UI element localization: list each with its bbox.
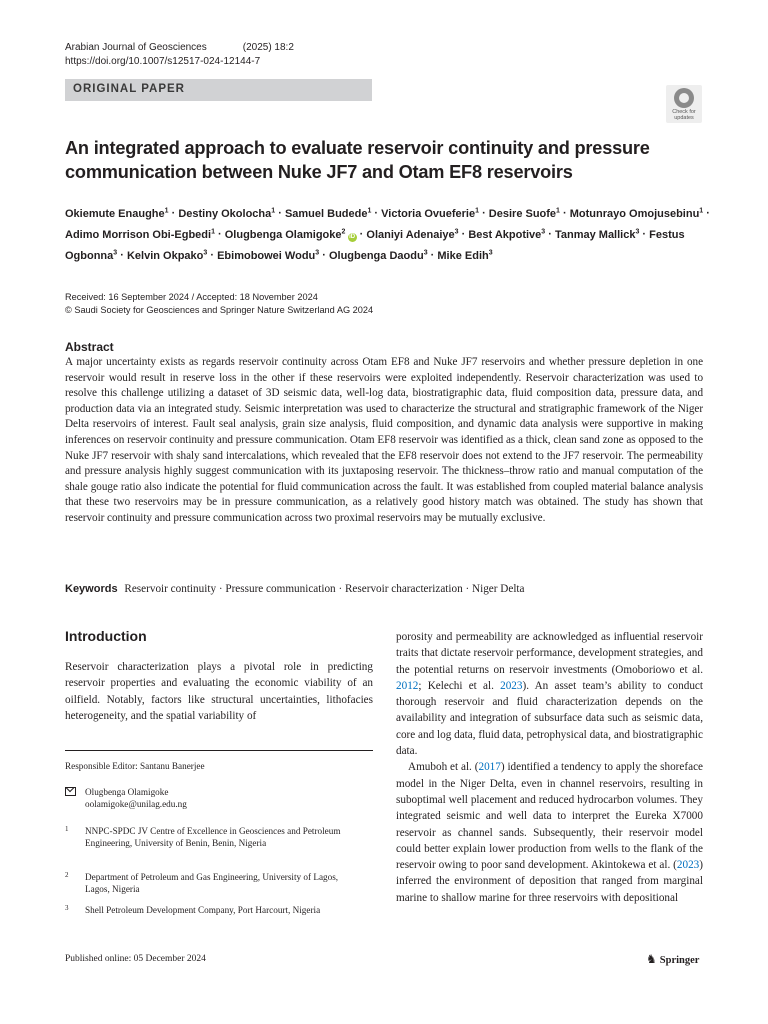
- abstract-text: A major uncertainty exists as regards reservoir continuity across Otam EF8 and Nuke JF7 reservoirs and whether pressure depletion in one reservoir would result in reserve loss in the other if these reservoirs were exploited independently. Reservoir characterization was used to resolve this challenge utilizing a dataset of 3D seismic data, well-log data, biostratigraphic data, fluid composition data, pressure data, and production data via an integrated study. Seismic interpretation was used to characterize the structural and stratigraphic framework of the Niger Delta reservoirs of interest. Fault seal analysis, grain size analysis, fluid composition, and dynamic data analysis were supportive in making inferences on reservoir continuity and pressure communication. Otam EF8 reservoir was identified as a thick, clean sand zone as opposed to the Nuke JF7 reservoir with shaly sand intercalations, which revealed that the EF8 reservoir does not extend to the JF7 reservoir. The permeability and pressure analysis highly suggest communication with its juxtaposing reservoir. The thickness–throw ratio and manual computation of the shale gouge ratio also indicate the potential for fluid communication across the fault. It was established from coupled material balance analysis that these two reservoirs may be in pressure communication, as a relatively good history match was obtained. The study has shown that reservoir continuity and pressure communication across two proximal reservoirs may be mutually exclusive.: [65, 356, 703, 524]
- author-affiliation-marker: 3: [454, 228, 459, 236]
- keywords-text: Reservoir continuity · Pressure communication · Reservoir characterization · Niger Delta: [124, 583, 525, 595]
- author-affiliation-marker: 1: [271, 207, 276, 214]
- author-separator: ·: [371, 207, 382, 220]
- author-name[interactable]: Samuel Budede$^1$: [284, 207, 372, 220]
- author-separator: ·: [458, 228, 469, 241]
- responsible-editor: Responsible Editor: Santanu Banerjee: [65, 761, 205, 771]
- citation-link[interactable]: 2012: [396, 679, 419, 692]
- author-name[interactable]: Best Akpotive$^3$: [468, 228, 546, 241]
- journal-header: [65, 41, 294, 54]
- author-affiliation-marker: 1: [699, 207, 704, 214]
- author-affiliation-marker: 3: [635, 228, 640, 236]
- author-name[interactable]: Ebimobowei Wodu$^3$: [217, 249, 320, 262]
- author-name[interactable]: Tanmay Mallick$^3$: [554, 228, 640, 241]
- author-separator: ·: [117, 249, 127, 262]
- springer-horse-icon: ♞: [646, 952, 657, 966]
- publisher-name: Springer: [659, 955, 700, 966]
- author-name[interactable]: Olugbenga Olamigoke$^2$ iD: [224, 228, 356, 241]
- article-dates: [65, 291, 373, 317]
- doi-link[interactable]: https://doi.org/10.1007/s12517-024-12144-7: [65, 56, 261, 67]
- author-separator: ·: [275, 207, 285, 220]
- author-affiliation-marker: 1: [475, 207, 480, 214]
- citation-link[interactable]: 2023: [676, 859, 700, 872]
- author-affiliation-marker: 3: [423, 249, 428, 257]
- copyright-notice: © Saudi Society for Geosciences and Springer Nature Switzerland AG 2024: [65, 305, 374, 315]
- author-name[interactable]: Kelvin Okpako$^3$: [126, 249, 208, 262]
- journal-volume: (2025) 18:2: [242, 42, 294, 53]
- right-column: [396, 629, 703, 906]
- author-affiliation-marker: 3: [203, 249, 208, 257]
- author-name[interactable]: Okiemute Enaughe$^1$: [65, 207, 169, 220]
- author-affiliation-marker: 3: [488, 249, 493, 257]
- citation-link[interactable]: 2023: [500, 679, 523, 692]
- received-accepted: Received: 16 September 2024 / Accepted: 18 November 2024: [65, 292, 318, 302]
- author-separator: ·: [356, 228, 367, 241]
- publisher-logo: [646, 952, 699, 967]
- check-updates-label: Check for updates: [672, 109, 696, 121]
- author-affiliation-marker: 1: [556, 207, 560, 214]
- check-updates-icon: [674, 88, 694, 108]
- author-name[interactable]: Olugbenga Daodu$^3$: [328, 249, 428, 262]
- intro-paragraph-3: Amuboh et al. (2017) identified a tendency to apply the shoreface model in the Niger Delta, even in channel reservoirs, resulting in suboptimal well placement and reduced hydrocarbon volumes. They integrated seismic and well data to interpret the Eureka X7000 reservoir as channel sands. Subsequently, their reservoir model could better explain lower production from wells to the flank of the reservoir owing to poor sand development. Akintokewa et al. (2023) inferred the environment of deposition that ranged from marginal marine to shallow marine for three reservoirs with depositional: [396, 761, 704, 904]
- author-separator: ·: [427, 249, 438, 262]
- author-affiliation-marker: 1: [211, 228, 215, 236]
- author-list: [65, 202, 715, 265]
- author-separator: ·: [319, 249, 329, 262]
- citation-link[interactable]: 2017: [478, 761, 501, 774]
- author-separator: ·: [479, 207, 489, 220]
- author-separator: ·: [703, 207, 710, 220]
- author-name[interactable]: Olaniyi Adenaiye$^3$: [366, 228, 459, 241]
- keywords-line: [65, 582, 715, 597]
- corresponding-email[interactable]: oolamigoke@unilag.edu.ng: [85, 799, 187, 809]
- author-name[interactable]: Desire Suofe$^1$: [488, 207, 560, 220]
- author-separator: ·: [545, 228, 555, 241]
- author-name[interactable]: Motunrayo Omojusebinu$^1$: [569, 207, 704, 220]
- author-separator: ·: [639, 228, 650, 241]
- author-affiliation-marker: 2: [341, 228, 346, 236]
- author-affiliation-marker: 3: [113, 249, 118, 257]
- abstract-heading: Abstract: [65, 340, 114, 354]
- introduction-heading: Introduction: [65, 628, 147, 644]
- author-affiliation-marker: 3: [315, 249, 320, 257]
- paper-title: An integrated approach to evaluate reservoir continuity and pressure communication between Nuke JF7 and Otam EF8 reservoirs: [65, 138, 650, 182]
- journal-name: Arabian Journal of Geosciences: [65, 42, 207, 53]
- author-affiliation-marker: 1: [367, 207, 372, 214]
- author-name[interactable]: Victoria Ovueferie$^1$: [381, 207, 480, 220]
- envelope-icon: [65, 787, 76, 796]
- author-name[interactable]: Destiny Okolocha$^1$: [178, 207, 276, 220]
- intro-paragraph-2: porosity and permeability are acknowledged as influential reservoir traits that dictate reservoir performance, development strategies, and the potential returns on reservoir investments (Omoboriowo et al. 2012; Kelechi et al. 2023). An asset team’s ability to conduct thorough reservoir and fluid characterization depends on the availability and integration of subsurface data such as seismic data, core and log data, fluid data, petrophysical data, and biostratigraphic data.: [396, 631, 704, 758]
- author-name[interactable]: Mike Edih$^3$: [437, 249, 493, 262]
- author-separator: ·: [214, 228, 225, 241]
- intro-paragraph-1: Reservoir characterization plays a pivotal role in predicting reservoir properties and evaluating the economic viability of an oilfield. Notably, factors like structural uncertainties, lithofacies heterogeneity, and the spatial variability of: [65, 661, 373, 722]
- author-separator: ·: [168, 207, 179, 220]
- author-separator: ·: [207, 249, 218, 262]
- keywords-label: Keywords: [65, 583, 118, 595]
- author-affiliation-marker: 1: [164, 207, 169, 214]
- author-name[interactable]: Adimo Morrison Obi-Egbedi$^1$: [65, 228, 215, 241]
- author-affiliation-marker: 3: [541, 228, 546, 236]
- author-name[interactable]: Festus Ogbonna$^3$: [65, 228, 685, 262]
- footnote-divider: [65, 750, 373, 751]
- author-separator: ·: [559, 207, 570, 220]
- article-type-label: ORIGINAL PAPER: [73, 83, 185, 95]
- check-for-updates-badge[interactable]: [666, 85, 702, 123]
- orcid-icon[interactable]: iD: [349, 233, 356, 240]
- published-online: Published online: 05 December 2024: [65, 954, 206, 964]
- corresponding-name: Olugbenga Olamigoke: [85, 787, 169, 797]
- article-type-banner: [65, 79, 372, 101]
